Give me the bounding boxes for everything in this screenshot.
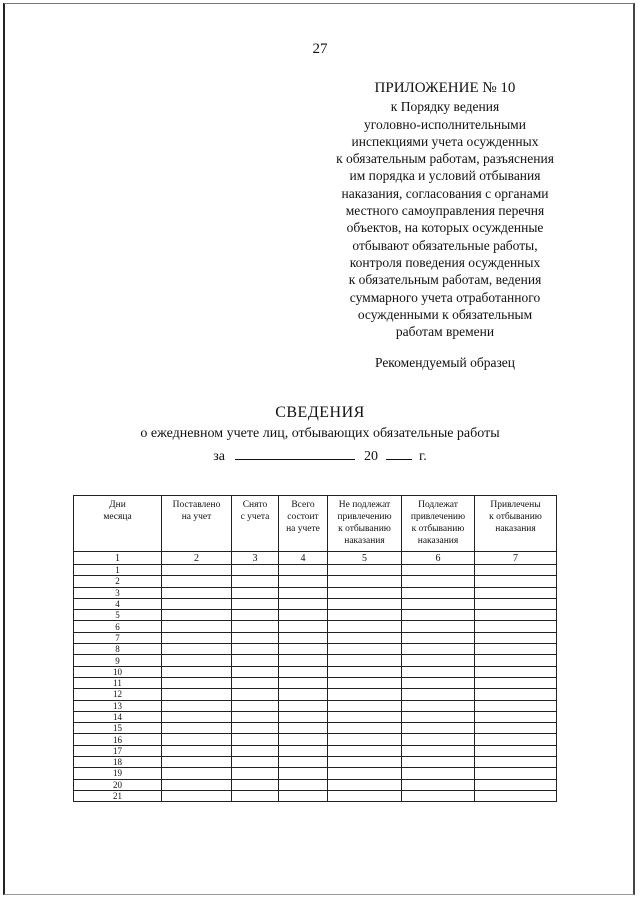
entry-cell[interactable]	[279, 757, 328, 768]
table-row	[74, 644, 557, 655]
entry-cell[interactable]	[328, 632, 402, 643]
table-row	[74, 565, 557, 576]
annex-line: осужденными к обязательным	[357, 306, 533, 322]
entry-cell[interactable]	[162, 723, 232, 734]
entry-cell[interactable]	[279, 689, 328, 700]
entry-cell[interactable]	[279, 666, 328, 677]
day-cell: 1	[74, 565, 162, 576]
entry-cell[interactable]	[475, 689, 557, 700]
entry-cell[interactable]	[162, 644, 232, 655]
entry-cell[interactable]	[402, 689, 475, 700]
entry-cell[interactable]	[279, 700, 328, 711]
day-cell: 19	[74, 768, 162, 779]
entry-cell[interactable]	[475, 677, 557, 688]
entry-cell[interactable]	[162, 598, 232, 609]
day-cell: 21	[74, 790, 162, 801]
entry-cell[interactable]	[328, 711, 402, 722]
table-row	[74, 745, 557, 756]
entry-cell[interactable]	[279, 576, 328, 587]
annex-title: ПРИЛОЖЕНИЕ № 10	[374, 80, 516, 96]
entry-cell[interactable]	[402, 610, 475, 621]
entry-cell[interactable]	[279, 677, 328, 688]
column-header	[74, 496, 162, 552]
entry-cell[interactable]	[328, 677, 402, 688]
entry-cell[interactable]	[232, 700, 279, 711]
entry-cell[interactable]	[328, 700, 402, 711]
entry-cell[interactable]	[402, 677, 475, 688]
column-number: 6	[402, 552, 475, 565]
column-header-line: Привлечены	[490, 500, 541, 510]
entry-cell[interactable]	[162, 711, 232, 722]
column-number-row	[74, 552, 557, 565]
table-row	[74, 576, 557, 587]
day-cell: 3	[74, 587, 162, 598]
day-cell: 10	[74, 666, 162, 677]
column-header	[162, 496, 232, 552]
entry-cell[interactable]	[475, 587, 557, 598]
annex-line: наказания, согласования с органами	[341, 185, 549, 201]
entry-cell[interactable]	[402, 779, 475, 790]
entry-cell[interactable]	[232, 757, 279, 768]
column-number: 2	[162, 552, 232, 565]
column-header-line: Не подлежат	[338, 500, 391, 510]
annex-line: суммарного учета отработанного	[349, 289, 541, 305]
table-row	[74, 666, 557, 677]
entry-cell[interactable]	[402, 768, 475, 779]
entry-cell[interactable]	[162, 734, 232, 745]
entry-cell[interactable]	[402, 621, 475, 632]
entry-cell[interactable]	[402, 644, 475, 655]
column-header-line: на учет	[181, 512, 212, 522]
entry-cell[interactable]	[328, 655, 402, 666]
entry-cell[interactable]	[162, 621, 232, 632]
annex-line: контроля поведения осужденных	[349, 254, 541, 270]
entry-cell[interactable]	[232, 711, 279, 722]
period-month-blank[interactable]	[235, 447, 355, 460]
day-cell: 16	[74, 734, 162, 745]
daily-log-table	[73, 495, 557, 802]
entry-cell[interactable]	[162, 700, 232, 711]
entry-cell[interactable]	[232, 689, 279, 700]
column-header	[475, 496, 557, 552]
table-row	[74, 723, 557, 734]
entry-cell[interactable]	[402, 598, 475, 609]
form-subheading: о ежедневном учете лиц, отбывающих обязательные работы	[140, 426, 500, 441]
column-header-line: наказания	[495, 524, 536, 534]
entry-cell[interactable]	[328, 779, 402, 790]
entry-cell[interactable]	[279, 644, 328, 655]
entry-cell[interactable]	[328, 621, 402, 632]
entry-cell[interactable]	[402, 632, 475, 643]
entry-cell[interactable]	[232, 734, 279, 745]
entry-cell[interactable]	[279, 621, 328, 632]
period-year-blank[interactable]	[386, 447, 412, 460]
entry-cell[interactable]	[232, 632, 279, 643]
table-row	[74, 689, 557, 700]
day-cell: 18	[74, 757, 162, 768]
column-header-line: к отбыванию	[338, 524, 391, 534]
column-header-line: с учета	[240, 512, 270, 522]
table-row	[74, 610, 557, 621]
column-number: 4	[279, 552, 328, 565]
annex-line: объектов, на которых осужденные	[346, 220, 544, 236]
column-number: 7	[475, 552, 557, 565]
day-cell: 8	[74, 644, 162, 655]
entry-cell[interactable]	[232, 723, 279, 734]
entry-cell[interactable]	[475, 610, 557, 621]
entry-cell[interactable]	[232, 779, 279, 790]
entry-cell[interactable]	[328, 666, 402, 677]
entry-cell[interactable]	[162, 779, 232, 790]
entry-cell[interactable]	[232, 610, 279, 621]
entry-cell[interactable]	[279, 768, 328, 779]
entry-cell[interactable]	[402, 711, 475, 722]
entry-cell[interactable]	[279, 565, 328, 576]
entry-cell[interactable]	[279, 790, 328, 801]
entry-cell[interactable]	[232, 644, 279, 655]
form-heading: СВЕДЕНИЯ	[275, 404, 365, 421]
entry-cell[interactable]	[162, 757, 232, 768]
table-row	[74, 621, 557, 632]
entry-cell[interactable]	[328, 644, 402, 655]
annex-line: инспекциями учета осужденных	[351, 133, 539, 149]
table-row	[74, 711, 557, 722]
annex-line: к обязательным работам, разъяснения	[336, 151, 554, 167]
entry-cell[interactable]	[475, 757, 557, 768]
entry-cell[interactable]	[328, 689, 402, 700]
entry-cell[interactable]	[475, 666, 557, 677]
day-cell: 12	[74, 689, 162, 700]
entry-cell[interactable]	[475, 565, 557, 576]
column-header-line: состоит	[287, 512, 319, 522]
reporting-period	[0, 447, 640, 465]
entry-cell[interactable]	[475, 621, 557, 632]
table-row	[74, 768, 557, 779]
entry-cell[interactable]	[475, 711, 557, 722]
entry-cell[interactable]	[328, 790, 402, 801]
table-row	[74, 677, 557, 688]
table-row	[74, 700, 557, 711]
column-number: 5	[328, 552, 402, 565]
column-header-line: месяца	[103, 512, 132, 522]
entry-cell[interactable]	[232, 666, 279, 677]
entry-cell[interactable]	[402, 666, 475, 677]
entry-cell[interactable]	[232, 565, 279, 576]
entry-cell[interactable]	[328, 565, 402, 576]
day-cell: 5	[74, 610, 162, 621]
day-cell: 7	[74, 632, 162, 643]
entry-cell[interactable]	[328, 598, 402, 609]
entry-cell[interactable]	[475, 700, 557, 711]
day-cell: 2	[74, 576, 162, 587]
entry-cell[interactable]	[162, 610, 232, 621]
table-row	[74, 655, 557, 666]
entry-cell[interactable]	[279, 723, 328, 734]
entry-cell[interactable]	[162, 655, 232, 666]
entry-cell[interactable]	[402, 734, 475, 745]
table-row	[74, 734, 557, 745]
annex-line: работам времени	[395, 324, 495, 340]
day-cell: 14	[74, 711, 162, 722]
column-header-line: Поставлено	[172, 500, 221, 510]
day-cell: 13	[74, 700, 162, 711]
entry-cell[interactable]	[402, 723, 475, 734]
entry-cell[interactable]	[402, 757, 475, 768]
entry-cell[interactable]	[279, 632, 328, 643]
annex-line: местного самоуправления перечня	[345, 203, 545, 219]
annex-line: уголовно-исполнительными	[364, 116, 526, 132]
entry-cell[interactable]	[328, 768, 402, 779]
entry-cell[interactable]	[162, 632, 232, 643]
entry-cell[interactable]	[162, 745, 232, 756]
annex-line: к Порядку ведения	[390, 99, 500, 115]
entry-cell[interactable]	[328, 610, 402, 621]
entry-cell[interactable]	[475, 655, 557, 666]
entry-cell[interactable]	[232, 677, 279, 688]
entry-cell[interactable]	[279, 711, 328, 722]
annex-line: отбывают обязательные работы,	[352, 237, 538, 253]
entry-cell[interactable]	[279, 779, 328, 790]
column-header-line: привлечению	[410, 512, 466, 522]
entry-cell[interactable]	[162, 587, 232, 598]
column-header-line: Всего	[291, 500, 315, 510]
column-header-line: к отбыванию	[411, 524, 465, 534]
day-cell: 11	[74, 677, 162, 688]
entry-cell[interactable]	[328, 734, 402, 745]
table-row	[74, 757, 557, 768]
period-suffix: г.	[419, 449, 427, 464]
entry-cell[interactable]	[279, 587, 328, 598]
entry-cell[interactable]	[232, 745, 279, 756]
column-header	[279, 496, 328, 552]
entry-cell[interactable]	[232, 790, 279, 801]
day-cell: 4	[74, 598, 162, 609]
sample-label: Рекомендуемый образец	[374, 355, 515, 370]
entry-cell[interactable]	[475, 745, 557, 756]
entry-cell[interactable]	[475, 723, 557, 734]
table-row	[74, 632, 557, 643]
entry-cell[interactable]	[328, 745, 402, 756]
entry-cell[interactable]	[402, 700, 475, 711]
table-row	[74, 587, 557, 598]
entry-cell[interactable]	[328, 723, 402, 734]
entry-cell[interactable]	[402, 790, 475, 801]
column-header-line: наказания	[344, 536, 385, 546]
entry-cell[interactable]	[402, 655, 475, 666]
column-header	[232, 496, 279, 552]
entry-cell[interactable]	[402, 576, 475, 587]
entry-cell[interactable]	[279, 598, 328, 609]
entry-cell[interactable]	[162, 576, 232, 587]
column-header	[402, 496, 475, 552]
entry-cell[interactable]	[232, 576, 279, 587]
table-row	[74, 790, 557, 801]
entry-cell[interactable]	[475, 734, 557, 745]
entry-cell[interactable]	[328, 757, 402, 768]
entry-cell[interactable]	[475, 576, 557, 587]
entry-cell[interactable]	[162, 565, 232, 576]
column-number: 1	[74, 552, 162, 565]
day-cell: 15	[74, 723, 162, 734]
entry-cell[interactable]	[279, 655, 328, 666]
table-body	[74, 565, 557, 802]
entry-cell[interactable]	[279, 610, 328, 621]
entry-cell[interactable]	[162, 768, 232, 779]
column-header	[328, 496, 402, 552]
day-cell: 17	[74, 745, 162, 756]
table-header-row	[74, 496, 557, 552]
period-year: 20	[364, 449, 379, 464]
entry-cell[interactable]	[402, 587, 475, 598]
entry-cell[interactable]	[475, 779, 557, 790]
entry-cell[interactable]	[232, 768, 279, 779]
entry-cell[interactable]	[475, 790, 557, 801]
entry-cell[interactable]	[162, 666, 232, 677]
entry-cell[interactable]	[328, 576, 402, 587]
entry-cell[interactable]	[232, 621, 279, 632]
day-cell: 20	[74, 779, 162, 790]
entry-cell[interactable]	[232, 598, 279, 609]
column-header-line: наказания	[417, 536, 459, 546]
period-prefix: за	[213, 449, 226, 464]
entry-cell[interactable]	[232, 655, 279, 666]
column-header-line: к отбыванию	[489, 512, 542, 522]
column-header-line: на учете	[286, 524, 320, 534]
entry-cell[interactable]	[162, 689, 232, 700]
column-header-line: Подлежат	[418, 500, 458, 510]
entry-cell[interactable]	[402, 565, 475, 576]
entry-cell[interactable]	[162, 790, 232, 801]
annex-line: им порядка и условий отбывания	[349, 168, 541, 184]
entry-cell[interactable]	[232, 587, 279, 598]
annex-lines	[300, 98, 590, 340]
entry-cell[interactable]	[279, 745, 328, 756]
page-number: 27	[312, 41, 328, 57]
table-row	[74, 779, 557, 790]
column-header-line: Дни	[109, 500, 126, 510]
entry-cell[interactable]	[162, 677, 232, 688]
column-header-line: привлечению	[337, 512, 392, 522]
entry-cell[interactable]	[328, 587, 402, 598]
table-row	[74, 598, 557, 609]
column-number: 3	[232, 552, 279, 565]
day-cell: 6	[74, 621, 162, 632]
entry-cell[interactable]	[475, 598, 557, 609]
entry-cell[interactable]	[475, 768, 557, 779]
entry-cell[interactable]	[279, 734, 328, 745]
annex-block	[300, 80, 590, 340]
annex-line: к обязательным работам, ведения	[348, 272, 542, 288]
day-cell: 9	[74, 655, 162, 666]
entry-cell[interactable]	[402, 745, 475, 756]
entry-cell[interactable]	[475, 632, 557, 643]
entry-cell[interactable]	[475, 644, 557, 655]
column-header-line: Снято	[242, 500, 268, 510]
